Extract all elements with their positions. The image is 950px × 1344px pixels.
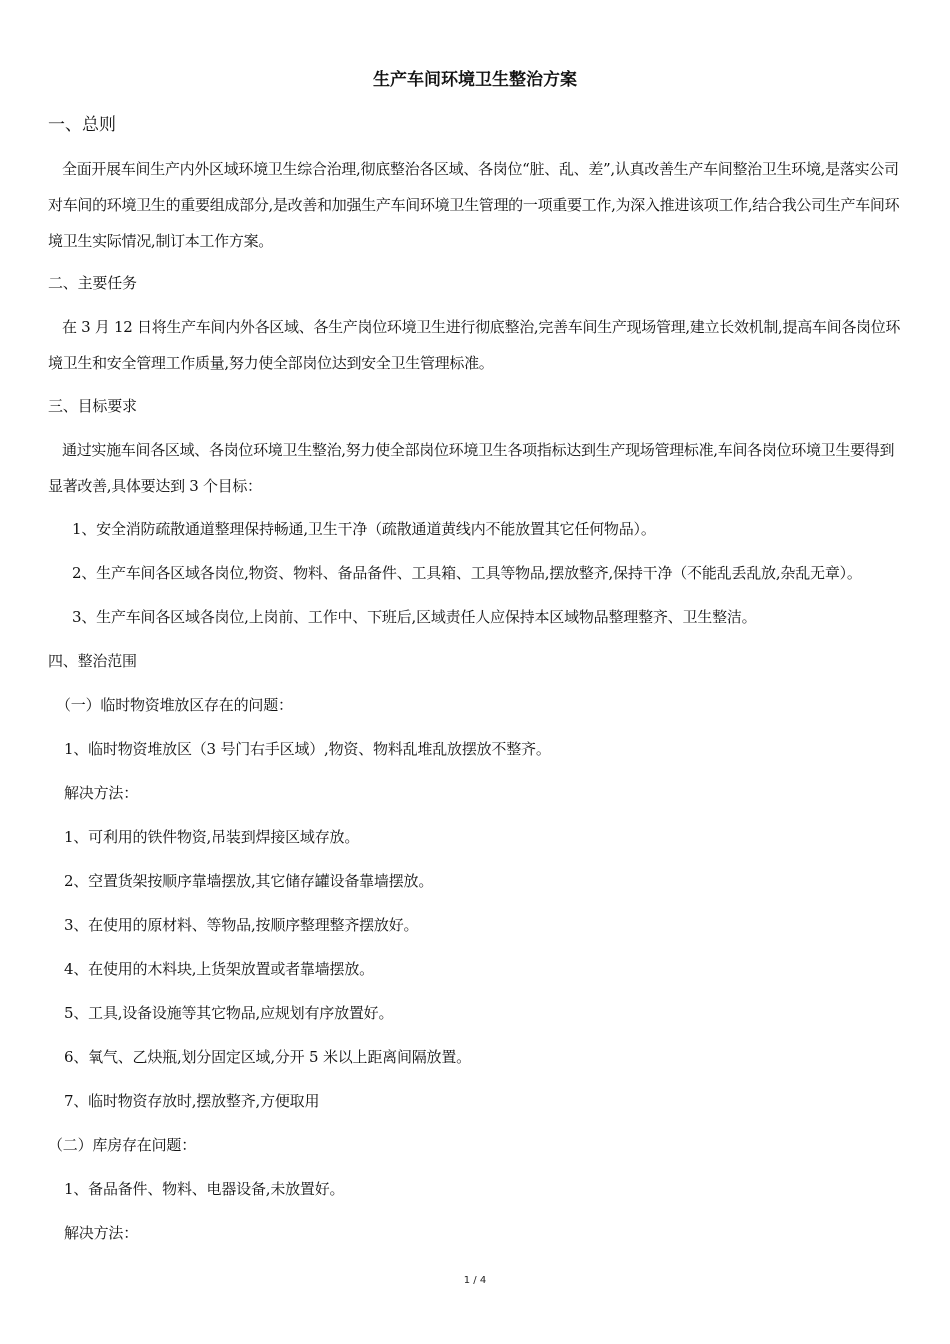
section-body-general: 全面开展车间生产内外区域环境卫生综合治理,彻底整治各区域、各岗位“脏、乱、差”,认真改善生产车间整治卫生环境,是落实公司对车间的环境卫生的重要组成部分,是改善和加强生产车间环境卫生管理的一项重要工作,为深入推进该项工作,结合我公司生产车间环境卫生实际情况,制订本工作方案。 [48, 160, 900, 250]
goal-item-2: 2、生产车间各区域各岗位,物资、物料、备品备件、工具箱、工具等物品,摆放整齐,保持干净（不能乱丢乱放,杂乱无章）。 [72, 564, 862, 582]
section-body-goals: 通过实施车间各区域、各岗位环境卫生整治,努力使全部岗位环境卫生各项指标达到生产现场管理标准,车间各岗位环境卫生要得到显著改善,具体要达到 3 个目标： [48, 441, 895, 495]
issue-item-warehouse: 1、备品备件、物料、电器设备,未放置好。 [64, 1180, 345, 1198]
solution-item-7: 7、临时物资存放时,摆放整齐,方便取用 [64, 1092, 320, 1110]
section-body-main-tasks: 在 3 月 12 日将生产车间内外各区域、各生产岗位环境卫生进行彻底整治,完善车间生产现场管理,建立长效机制,提高车间各岗位环境卫生和安全管理工作质量,努力使全部岗位达到安全卫生管理标准。 [48, 318, 901, 372]
section-heading-goals: 三、目标要求 [48, 397, 137, 415]
solution-item-6: 6、氧气、乙炔瓶,划分固定区域,分开 5 米以上距离间隔放置。 [64, 1048, 471, 1066]
goal-item-1: 1、安全消防疏散通道整理保持畅通,卫生干净（疏散通道黄线内不能放置其它任何物品）。 [72, 520, 656, 538]
section-heading-general: 一、总则 [48, 115, 116, 135]
solution-label: 解决方法： [64, 784, 139, 802]
solution-item-1: 1、可利用的铁件物资,吊装到焊接区域存放。 [64, 828, 360, 846]
solution-item-5: 5、工具,设备设施等其它物品,应规划有序放置好。 [64, 1004, 394, 1022]
solution-item-4: 4、在使用的木料块,上货架放置或者靠墙摆放。 [64, 960, 374, 978]
solution-item-2: 2、空置货架按顺序靠墙摆放,其它储存罐设备靠墙摆放。 [64, 872, 434, 890]
section-heading-main-tasks: 二、主要任务 [48, 274, 137, 292]
solution-label: 解决方法： [64, 1224, 139, 1242]
goal-item-3: 3、生产车间各区域各岗位,上岗前、工作中、下班后,区域责任人应保持本区域物品整理整齐、卫生整洁。 [72, 608, 757, 626]
subsection-heading-temp-storage: （一）临时物资堆放区存在的问题： [56, 696, 293, 714]
solution-item-3: 3、在使用的原材料、等物品,按顺序整理整齐摆放好。 [64, 916, 419, 934]
section-heading-scope: 四、整治范围 [48, 652, 137, 670]
issue-item-temp-storage: 1、临时物资堆放区（3 号门右手区域）,物资、物料乱堆乱放摆放不整齐。 [64, 740, 551, 758]
subsection-heading-warehouse: （二）库房存在问题： [48, 1136, 197, 1154]
document-title: 生产车间环境卫生整治方案 [373, 70, 577, 90]
page-number: 1 / 4 [463, 1275, 487, 1286]
